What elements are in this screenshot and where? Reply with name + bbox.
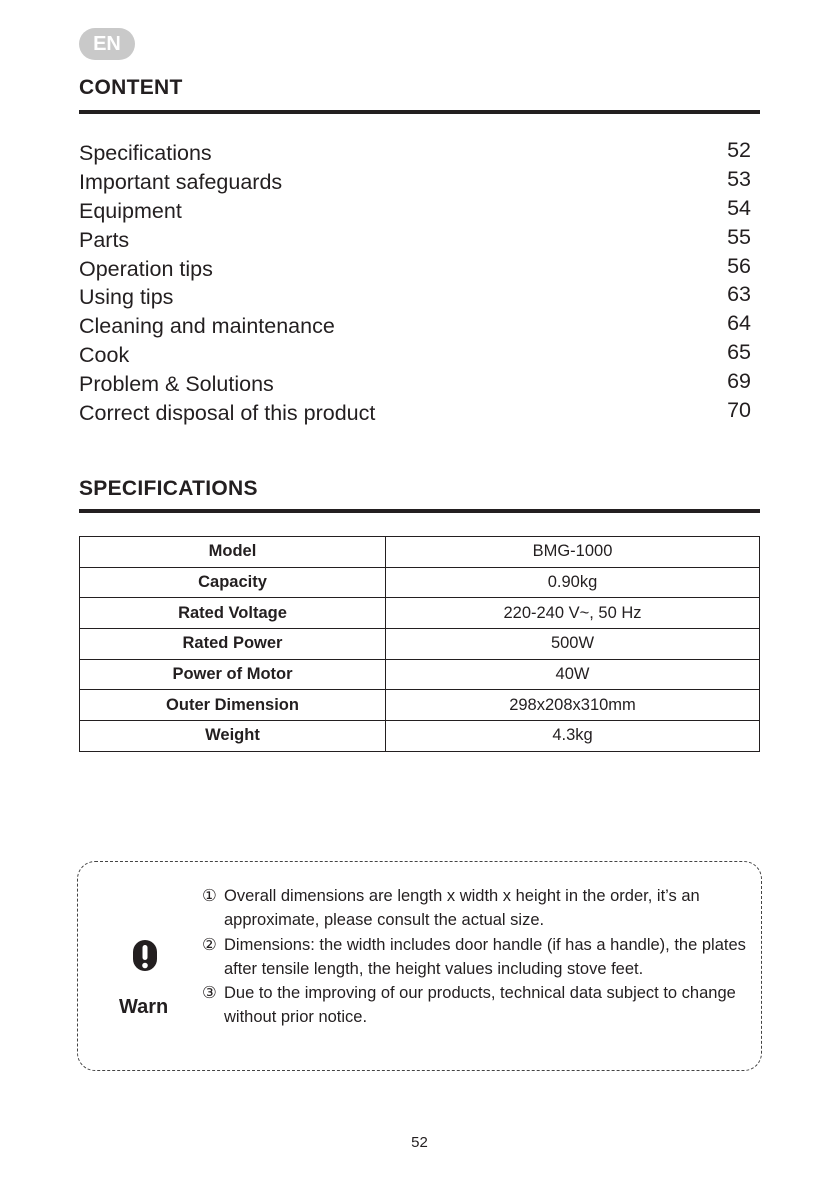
list-item — [202, 981, 757, 1030]
toc-item[interactable] — [79, 399, 751, 428]
toc-item-label: Specifications — [79, 141, 212, 165]
table-row — [80, 567, 760, 598]
toc-item-label: Correct disposal of this product — [79, 401, 376, 426]
warning-notes — [202, 884, 757, 1030]
toc-item-page: 52 — [727, 138, 751, 162]
table-row — [80, 721, 760, 752]
content-title: CONTENT — [79, 76, 183, 99]
toc-item-label: Cleaning and maintenance — [79, 314, 335, 339]
spec-value: 40W — [386, 659, 760, 690]
toc-item-page: 63 — [727, 282, 751, 307]
spec-value: 298x208x310mm — [386, 690, 760, 721]
spec-value: BMG-1000 — [386, 537, 760, 568]
toc-item-label: Problem & Solutions — [79, 372, 274, 397]
table-row — [80, 537, 760, 568]
toc-item[interactable] — [79, 341, 751, 370]
list-item — [202, 933, 757, 982]
warning-label: Warn — [119, 996, 169, 1018]
note-number: ① — [202, 887, 217, 905]
note-text: Due to the improving of our products, technical data subject to change without prior notice. — [224, 984, 736, 1027]
spec-key: Capacity — [80, 567, 386, 598]
toc-item-page: 70 — [727, 398, 751, 423]
toc-item-label: Using tips — [79, 285, 174, 310]
note-number: ② — [202, 935, 217, 954]
toc-item-label: Equipment — [79, 198, 182, 223]
note-number: ③ — [202, 984, 217, 1003]
spec-value: 500W — [386, 629, 760, 660]
toc-item-label: Operation tips — [79, 256, 213, 281]
spec-key: Power of Motor — [80, 659, 386, 690]
toc-item[interactable] — [79, 168, 751, 197]
toc-item-page: 64 — [727, 311, 751, 336]
note-text: Dimensions: the width includes door handle (if has a handle), the plates after tensile length, the height values including stove feet. — [224, 935, 746, 978]
toc-item[interactable] — [79, 283, 751, 312]
toc-item-page: 53 — [727, 166, 751, 191]
table-row — [80, 629, 760, 660]
specifications-divider — [79, 509, 760, 513]
toc-item-page: 55 — [727, 224, 751, 249]
spec-value: 0.90kg — [386, 567, 760, 598]
content-divider — [79, 110, 760, 114]
toc-item[interactable] — [79, 312, 751, 341]
toc-item[interactable] — [79, 197, 751, 226]
toc-item-page: 56 — [727, 253, 751, 278]
language-badge: EN — [79, 28, 135, 60]
note-text: Overall dimensions are length x width x height in the order, it’s an approximate, please consult the actual size. — [224, 887, 700, 930]
toc-item-label: Cook — [79, 343, 130, 368]
toc-item-label: Parts — [79, 227, 130, 252]
list-item — [202, 884, 757, 933]
toc-item-label: Important safeguards — [79, 169, 283, 194]
toc-item[interactable] — [79, 226, 751, 255]
spec-value: 220-240 V~, 50 Hz — [386, 598, 760, 629]
page-number: 52 — [411, 1134, 428, 1151]
exclamation-icon — [130, 938, 160, 978]
toc-item-page: 54 — [727, 195, 751, 220]
spec-key: Outer Dimension — [80, 690, 386, 721]
table-of-contents — [79, 139, 751, 428]
specifications-title: SPECIFICATIONS — [79, 477, 258, 500]
table-row — [80, 598, 760, 629]
spec-value: 4.3kg — [386, 721, 760, 752]
table-row — [80, 659, 760, 690]
table-row — [80, 690, 760, 721]
spec-key: Rated Power — [80, 629, 386, 660]
specifications-table — [79, 536, 760, 752]
spec-key: Rated Voltage — [80, 598, 386, 629]
toc-item[interactable] — [79, 255, 751, 284]
spec-key: Weight — [80, 721, 386, 752]
toc-item[interactable] — [79, 139, 751, 168]
spec-key: Model — [80, 537, 386, 568]
toc-item[interactable] — [79, 370, 751, 399]
toc-item-page: 69 — [727, 369, 751, 394]
toc-item-page: 65 — [727, 340, 751, 365]
